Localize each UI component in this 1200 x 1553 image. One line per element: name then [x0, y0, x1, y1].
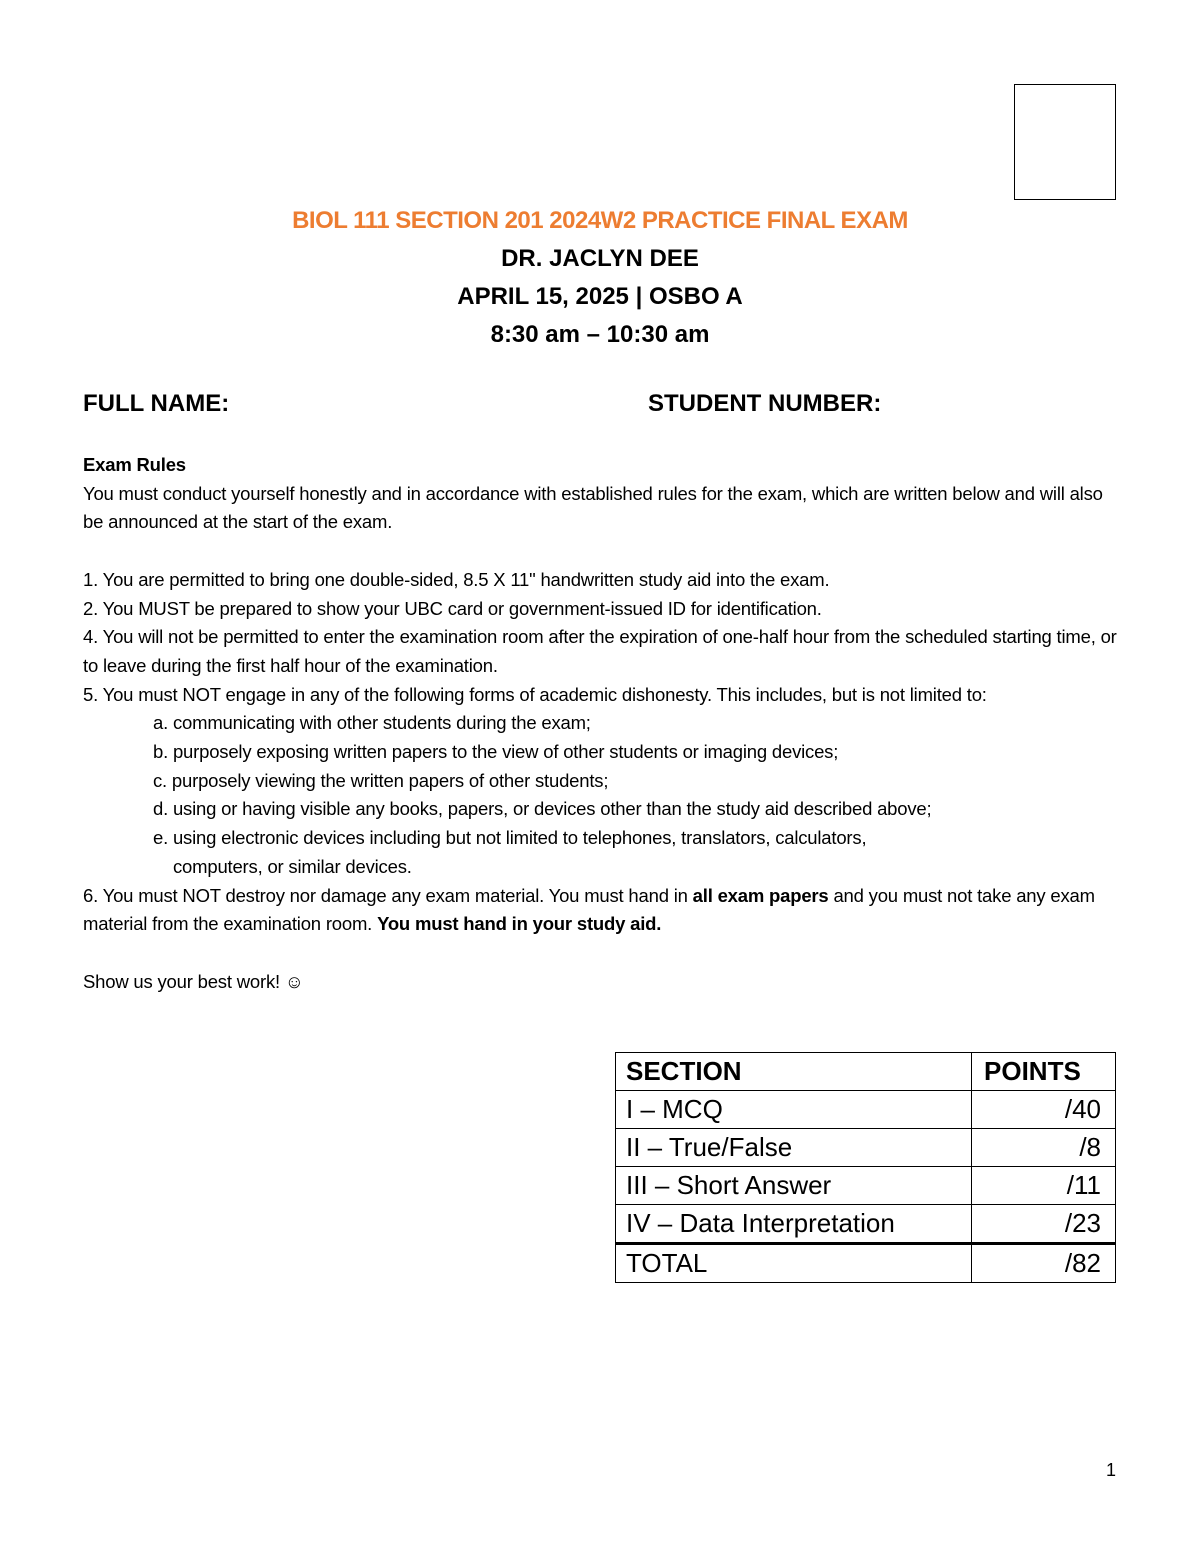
rule-5a: a. communicating with other students during the exam; [153, 712, 591, 734]
score-table-header [616, 1053, 1116, 1091]
rule-5e-line2: computers, or similar devices. [173, 855, 412, 877]
student-number-label: STUDENT NUMBER: [648, 390, 882, 417]
score-table [615, 1052, 1116, 1283]
rule-6: 6. You must NOT destroy nor damage any exam material. You must hand in all exam papers and you must not take any exam material from the examination room. You must hand in your study aid. [83, 884, 1095, 935]
table-row: I – MCQ /40 [616, 1091, 1116, 1129]
full-name-label: FULL NAME: [83, 390, 230, 417]
table-row: III – Short Answer /11 [616, 1167, 1116, 1205]
exam-date-location: APRIL 15, 2025 | OSBO A [457, 283, 743, 310]
rule-5e [83, 824, 1118, 881]
exam-header [0, 202, 1200, 354]
rule-5b: b. purposely exposing written papers to the view of other students or imaging devices; [153, 741, 839, 763]
closing-message: Show us your best work! ☺ [83, 970, 304, 992]
section-header: SECTION [616, 1053, 972, 1091]
rule-4: 4. You will not be permitted to enter the examination room after the expiration of one-half hour from the scheduled starting time, or to leave during the first half hour of the examination. [83, 626, 1117, 676]
rules-intro: You must conduct yourself honestly and in accordance with established rules for the exam, which are written below and will also be announced at the start of the exam. [83, 482, 1103, 533]
rule-1: 1. You are permitted to bring one double-sided, 8.5 X 11" handwritten study aid into the exam. [83, 568, 830, 590]
exam-title: BIOL 111 SECTION 201 2024W2 PRACTICE FINAL EXAM [292, 207, 908, 234]
points-header: POINTS [972, 1053, 1116, 1091]
rule-2: 2. You MUST be prepared to show your UBC card or government-issued ID for identification. [83, 597, 822, 619]
instructor-name: DR. JACLYN DEE [501, 245, 699, 272]
student-info-row [83, 388, 1113, 420]
grade-box [1014, 84, 1116, 200]
table-row: II – True/False /8 [616, 1129, 1116, 1167]
table-row: IV – Data Interpretation /23 [616, 1205, 1116, 1244]
rule-5c: c. purposely viewing the written papers of other students; [153, 769, 609, 791]
exam-time: 8:30 am – 10:30 am [490, 321, 710, 348]
rule-5: 5. You must NOT engage in any of the following forms of academic dishonesty. This includes, but is not limited to: [83, 683, 987, 705]
exam-rules [83, 451, 1118, 996]
rules-heading: Exam Rules [83, 454, 186, 475]
page-number: 1 [1105, 1460, 1116, 1480]
rule-5e-line1: e. using electronic devices including but not limited to telephones, translators, calculators, [153, 827, 867, 849]
total-row: TOTAL /82 [616, 1244, 1116, 1283]
rule-5d: d. using or having visible any books, papers, or devices other than the study aid described above; [153, 798, 932, 820]
